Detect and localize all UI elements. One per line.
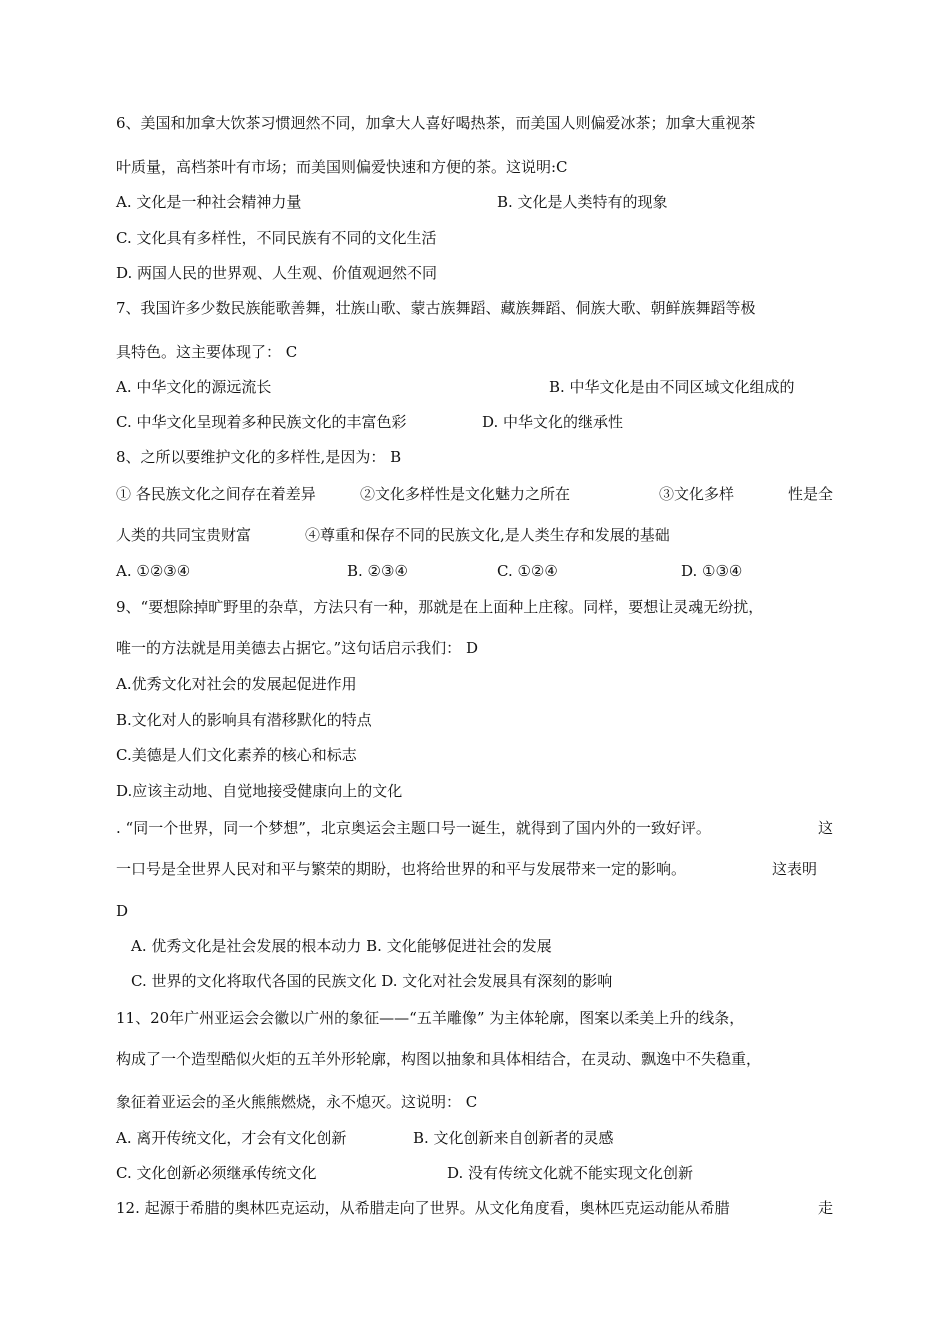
q9-option-b: B.文化对人的影响具有潜移默化的特点: [116, 711, 372, 729]
q9-option-a: A.优秀文化对社会的发展起促进作用: [116, 675, 357, 693]
q12-stem-line1: 12. 起源于希腊的奥林匹克运动，从希腊走向了世界。从文化角度看，奥林匹克运动能从希腊: [116, 1199, 730, 1217]
q6-option-b: B. 文化是人类特有的现象: [497, 193, 668, 211]
q8-option-a: A. ①②③④: [116, 562, 191, 580]
q7-stem-line1: 7、我国许多少数民族能歌善舞，壮族山歌、蒙古族舞蹈、藏族舞蹈、侗族大歌、朝鲜族舞蹈等极: [116, 299, 756, 317]
q11-option-b: B. 文化创新来自创新者的灵感: [413, 1129, 614, 1147]
q8-statement-4: ④尊重和保存不同的民族文化,是人类生存和发展的基础: [305, 526, 670, 544]
q10-stem-line1-end: 这: [818, 819, 834, 837]
q6-option-a: A. 文化是一种社会精神力量: [116, 193, 302, 211]
q7-stem-line2: 具特色。这主要体现了： C: [116, 343, 298, 361]
q8-stem: 8、之所以要维护文化的多样性,是因为： B: [116, 448, 402, 466]
q10-options-cd: C. 世界的文化将取代各国的民族文化 D. 文化对社会发展具有深刻的影响: [131, 972, 613, 990]
q10-stem-line1: . “同一个世界，同一个梦想”，北京奥运会主题口号一诞生，就得到了国内外的一致好评。: [116, 819, 711, 837]
q8-statement-2: ②文化多样性是文化魅力之所在: [360, 485, 571, 503]
q9-stem-line1: 9、“要想除掉旷野里的杂草，方法只有一种，那就是在上面种上庄稼。同样，要想让灵魂无纷扰，: [116, 598, 764, 616]
q7-option-d: D. 中华文化的继承性: [482, 413, 624, 431]
q8-statement-3b: 性是全: [788, 485, 834, 503]
q11-stem-line1: 11、20年广州亚运会会徽以广州的象征——“五羊雕像” 为主体轮廓，图案以柔美上升的线条，: [116, 1009, 745, 1027]
q8-option-c: C. ①②④: [497, 562, 558, 580]
q10-stem-line2-end: 这表明: [772, 860, 818, 878]
q11-option-d: D. 没有传统文化就不能实现文化创新: [447, 1164, 694, 1182]
q9-option-d: D.应该主动地、自觉地接受健康向上的文化: [116, 782, 403, 800]
q8-statement-1: ① 各民族文化之间存在着差异: [116, 485, 316, 503]
q8-option-b: B. ②③④: [347, 562, 408, 580]
q9-option-c: C.美德是人们文化素养的核心和标志: [116, 746, 357, 764]
q7-option-c: C. 中华文化呈现着多种民族文化的丰富色彩: [116, 413, 407, 431]
q10-options-ab: A. 优秀文化是社会发展的根本动力 B. 文化能够促进社会的发展: [131, 937, 552, 955]
q11-stem-line2: 构成了一个造型酷似火炬的五羊外形轮廓，构图以抽象和具体相结合，在灵动、飘逸中不失稳重，: [116, 1050, 762, 1068]
q6-option-d: D. 两国人民的世界观、人生观、价值观迥然不同: [116, 264, 438, 282]
q10-stem-line2: 一口号是全世界人民对和平与繁荣的期盼，也将给世界的和平与发展带来一定的影响。: [116, 860, 687, 878]
q7-option-b: B. 中华文化是由不同区域文化组成的: [549, 378, 795, 396]
q11-option-a: A. 离开传统文化，才会有文化创新: [116, 1129, 347, 1147]
q8-statement-3a: ③文化多样: [659, 485, 735, 503]
q11-stem-line3: 象征着亚运会的圣火熊熊燃烧，永不熄灭。这说明： C: [116, 1093, 478, 1111]
q11-option-c: C. 文化创新必须继承传统文化: [116, 1164, 317, 1182]
q7-option-a: A. 中华文化的源远流长: [116, 378, 272, 396]
q12-stem-line1-end: 走: [818, 1199, 834, 1217]
q6-stem-line1: 6、美国和加拿大饮茶习惯迥然不同，加拿大人喜好喝热茶，而美国人则偏爱冰茶；加拿大重视茶: [116, 114, 756, 132]
q8-statement-3c: 人类的共同宝贵财富: [116, 526, 252, 544]
q9-stem-line2: 唯一的方法就是用美德去占据它。”这句话启示我们： D: [116, 639, 478, 657]
q6-stem-line2: 叶质量，高档茶叶有市场；而美国则偏爱快速和方便的茶。这说明:C: [116, 158, 568, 176]
q10-answer: D: [116, 902, 129, 920]
q6-option-c: C. 文化具有多样性，不同民族有不同的文化生活: [116, 229, 437, 247]
q8-option-d: D. ①③④: [681, 562, 743, 580]
